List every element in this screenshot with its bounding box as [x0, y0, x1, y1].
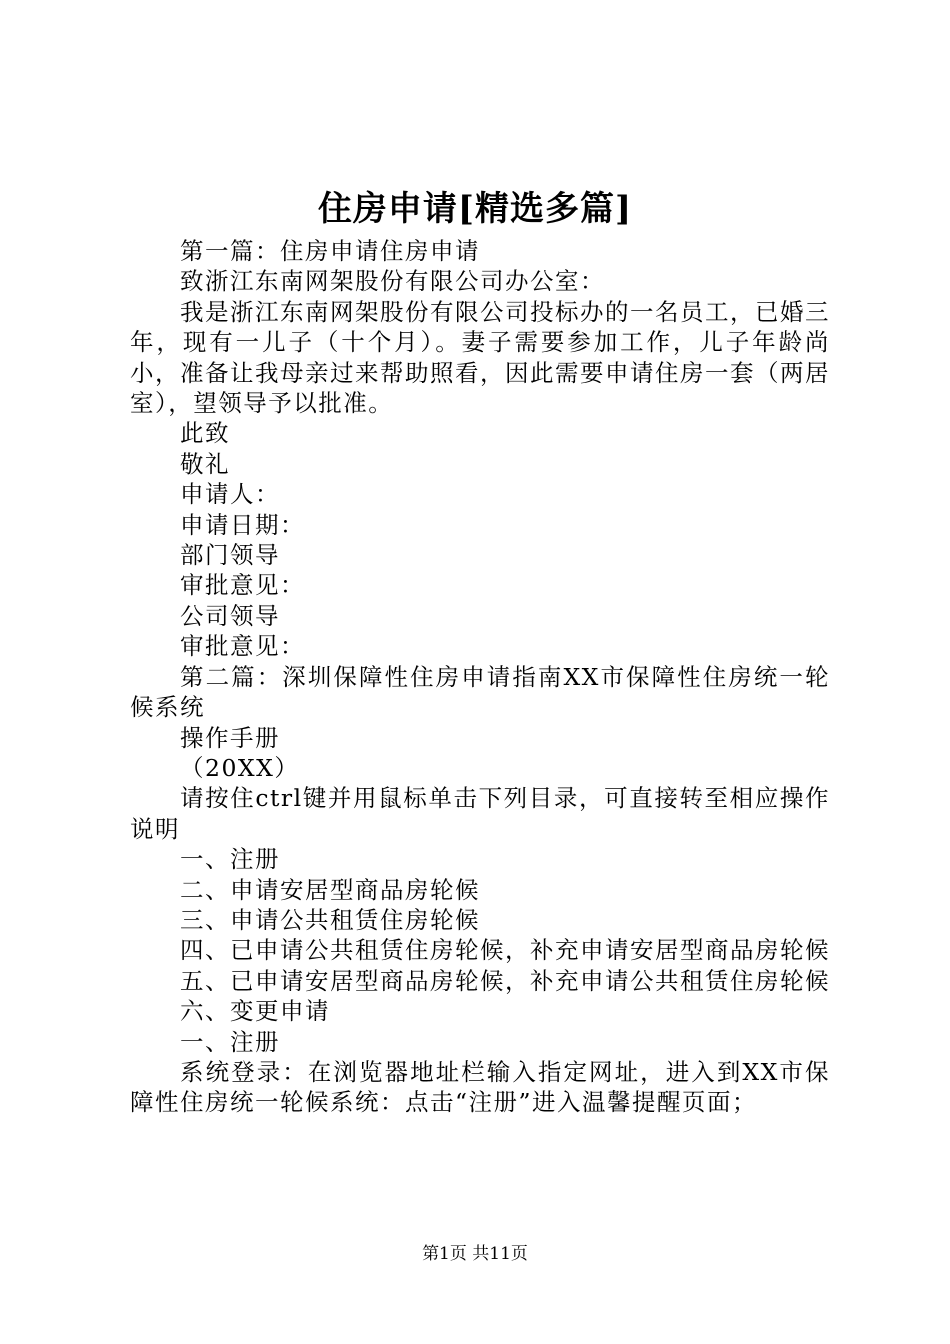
- page-footer: 第1页 共11页: [422, 1244, 528, 1264]
- paragraph: （20XX）: [180, 753, 300, 782]
- paragraph: 审批意见：: [180, 571, 305, 600]
- paragraph: 部门领导: [180, 541, 280, 570]
- paragraph: 操作手册: [180, 723, 280, 752]
- paragraph: 二、申请安居型商品房轮候: [180, 875, 480, 904]
- document-title: 住房申请[精选多篇]: [317, 189, 633, 229]
- paragraph: 敬礼: [180, 449, 230, 478]
- paragraph: 审批意见：: [180, 632, 305, 661]
- paragraph: 请按住ctrl键并用鼠标单击下列目录，可直接转至相应操作说明: [130, 784, 830, 843]
- paragraph: 申请日期：: [180, 510, 305, 539]
- paragraph: 六、变更申请: [180, 997, 330, 1026]
- paragraph: 第一篇：住房申请住房申请: [180, 237, 480, 265]
- document-body: [130, 236, 830, 1118]
- paragraph: 系统登录：在浏览器地址栏输入指定网址，进入到XX市保障性住房统一轮候系统：点击“注册”进入温馨提醒页面；: [130, 1057, 830, 1117]
- paragraph: 五、已申请安居型商品房轮候，补充申请公共租赁住房轮候: [180, 966, 830, 995]
- paragraph: 一、注册: [180, 1027, 280, 1056]
- paragraph: 公司领导: [180, 601, 280, 630]
- paragraph: 三、申请公共租赁住房轮候: [180, 905, 480, 934]
- paragraph: 此致: [180, 419, 230, 448]
- paragraph: 致浙江东南网架股份有限公司办公室：: [180, 267, 605, 296]
- paragraph: 一、注册: [180, 845, 280, 874]
- paragraph: 申请人：: [180, 480, 280, 509]
- paragraph: 四、已申请公共租赁住房轮候，补充申请安居型商品房轮候: [180, 936, 830, 965]
- paragraph: 第二篇：深圳保障性住房申请指南XX市保障性住房统一轮候系统: [130, 662, 830, 722]
- paragraph: 我是浙江东南网架股份有限公司投标办的一名员工，已婚三年，现有一儿子（十个月）。妻子需要参加工作，儿子年龄尚小，准备让我母亲过来帮助照看，因此需要申请住房一套（两居室），望领导予以批准。: [130, 297, 830, 418]
